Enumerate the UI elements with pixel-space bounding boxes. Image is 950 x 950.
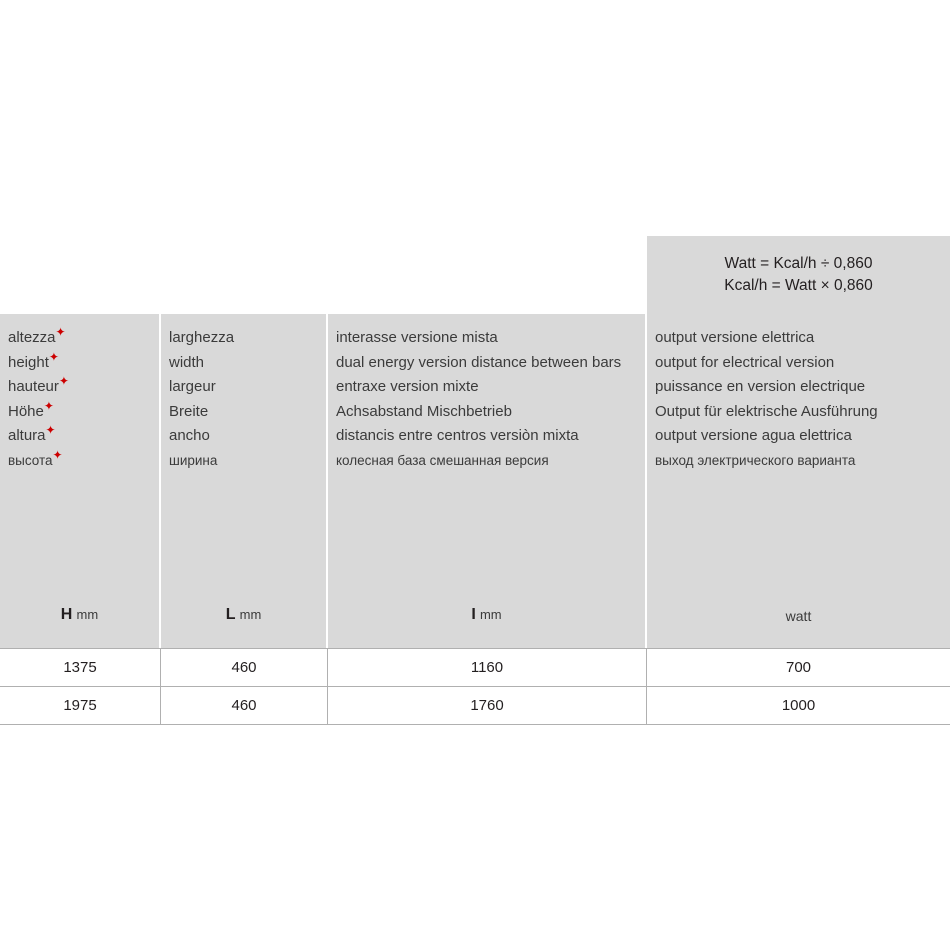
conversion-formula-box xyxy=(647,236,950,314)
symbol-h: H xyxy=(60,606,73,623)
term-interasse-it: interasse versione mista xyxy=(336,329,498,346)
unit-mm: mm xyxy=(479,607,502,622)
dagger-icon: ✦ xyxy=(52,447,63,462)
header-unit-height xyxy=(8,606,151,648)
formula-watt-line: Watt = Kcal/h ÷ 0,860 xyxy=(724,255,873,272)
term-shirina-ru: ширина xyxy=(169,452,218,468)
header-terms-width xyxy=(169,326,318,473)
symbol-l: L xyxy=(225,606,236,623)
header-cell-height xyxy=(0,314,161,648)
cell-output: 1000 xyxy=(781,697,816,714)
term-puissance-fr: puissance en version electrique xyxy=(655,378,866,395)
cell-height: 1375 xyxy=(0,649,161,686)
header-terms-distance xyxy=(336,326,637,473)
term-largeur-fr: largeur xyxy=(169,378,216,395)
unit-mm: mm xyxy=(76,607,99,622)
term-larghezza-it: larghezza xyxy=(169,329,235,346)
term-output-en: output for electrical version xyxy=(655,353,835,371)
term-hauteur-fr: hauteur xyxy=(8,378,59,395)
term-output-de: Output für elektrische Ausführung xyxy=(655,402,878,420)
term-vysota-ru: высота xyxy=(8,452,53,468)
table-header-row xyxy=(0,314,950,648)
dagger-icon: ✦ xyxy=(55,325,66,339)
term-height-en: height xyxy=(8,353,49,371)
term-vyhod-ru: выход электрического варианта xyxy=(655,452,856,468)
header-unit-output: watt xyxy=(785,608,812,624)
term-achsabstand-de: Achsabstand Mischbetrieb xyxy=(336,402,512,420)
header-cell-distance xyxy=(328,314,647,648)
dagger-icon: ✦ xyxy=(45,423,56,437)
term-baza-ru: колесная база смешанная версия xyxy=(336,452,549,468)
term-distance-en: dual energy version distance between bars xyxy=(336,353,622,371)
table-row xyxy=(0,648,950,687)
term-altezza-it: altezza xyxy=(8,329,56,346)
term-distancis-es: distancis entre centros versiòn mixta xyxy=(336,427,579,444)
term-ancho-es: ancho xyxy=(169,427,210,444)
header-cell-width xyxy=(161,314,328,648)
header-unit-width xyxy=(169,606,318,648)
cell-output: 700 xyxy=(785,659,812,676)
term-hohe-de: Höhe xyxy=(8,402,44,420)
term-breite-de: Breite xyxy=(169,402,209,420)
unit-mm: mm xyxy=(239,607,262,622)
cell-height: 1975 xyxy=(0,687,161,724)
formula-kcal-line: Kcal/h = Watt × 0,860 xyxy=(724,277,873,294)
dagger-icon: ✦ xyxy=(48,349,59,364)
cell-width: 460 xyxy=(161,687,328,724)
term-output-it: output versione elettrica xyxy=(655,329,815,346)
header-unit-distance xyxy=(336,606,637,648)
cell-width: 460 xyxy=(161,649,328,686)
term-entraxe-fr: entraxe version mixte xyxy=(336,378,479,395)
table-row xyxy=(0,687,950,725)
term-output-es: output versione agua elettrica xyxy=(655,427,852,444)
header-terms-output xyxy=(655,326,942,473)
term-width-en: width xyxy=(169,353,205,371)
specification-table xyxy=(0,314,950,725)
dagger-icon: ✦ xyxy=(58,374,69,388)
header-cell-output xyxy=(647,314,950,648)
cell-distance: 1760 xyxy=(328,687,647,724)
term-altura-es: altura xyxy=(8,427,46,444)
symbol-i: I xyxy=(471,606,476,623)
header-terms-height xyxy=(8,326,151,473)
cell-distance: 1160 xyxy=(328,649,647,686)
dagger-icon: ✦ xyxy=(43,398,54,413)
